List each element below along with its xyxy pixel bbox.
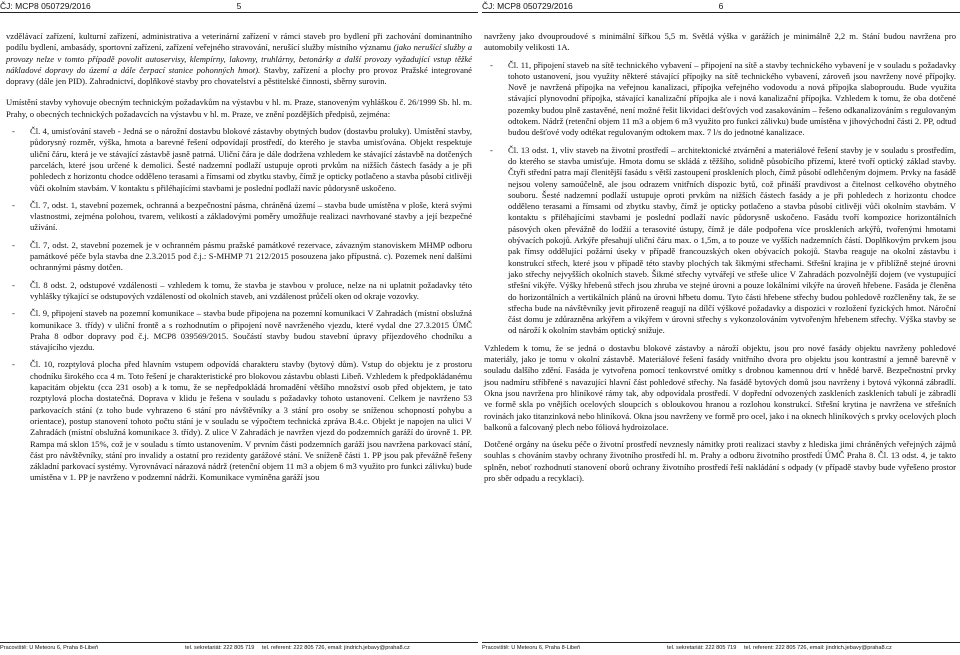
list-item: - Čl. 7, odst. 1, stavební pozemek, ochranná a bezpečnostní pásma, chráněná území – stavba bude umístěna v ploše, která svými vlastnostmi, zejména polohou, tvarem, velikostí a základovými poměry umožňuje realizaci navrhované stavby a její bezpečné užívání. [12, 199, 472, 233]
page-body [484, 31, 956, 484]
environment-paragraph: Dotčené orgány na úseku péče o životní prostředí nevznesly námitky proti realizaci stavby z hlediska jimi chráněných veřejných zájmů souhlas s chováním stavby ochrany životního prostředí hl. m. Prahy a odboru životního prostředí ÚMČ Praha 8. Čl. 13 odst. 4, je takto splněn, neboť rozhodnutí stanovení oborů ochrany životního prostředí řeší nakládání s odpady (v případě stavby bude vyřešeno prostor pro sběr odpadu a recyklaci). [484, 439, 956, 483]
materials-paragraph: Vzhledem k tomu, že se jedná o dostavbu blokové zástavby a nároží objektu, jsou pro nové fasády objektu navrženy pohledové materiály, jako je tomu v okolní zástavbě. Materiálové řešení fasády vnitřního dvora pro objektu jsou kontrastní a jemně barevně v souladu dalšího zdění. Fasáda je vytvořena pomocí tenkovrstvé omítky s drobnou kamennou drtí v hnědé barvě. Bezpečnostní prvky jsou nadmíru stříbřené s navazující hlavní část pohledové střechy. Na fasádě bytových domů jsou navrženy i bytová výkonná zábradlí. Okna jsou navržena pro hliníkové rámy tak, aby odpovídala prostředí. V dopřední odvozených zaskleních zaskleních tabulí je zábradlí ve formě skla po vnějších ocelových sloupcích s obloukovou hranou a rozlohou konstrukcí. Střešní krytina je navržena ve střešních rovinách jako titanzinková nebo hliníková. Okna jsou navrženy ve formě pro ocel, jako i na oknech hliníkových s prvky ocelových ploch balkonů a falcovaný plech nebo fóliová hydroizolace. [484, 342, 956, 432]
page-5 [0, 0, 478, 655]
list-item-text: Čl. 7, odst. 1, stavební pozemek, ochranná a bezpečnostní pásma, chráněná území – stavba bude umístěna v ploše, která svými vlastnostmi, zejména polohou, tvarem, velikostí a základovými poměry umožňuje realizaci navrhované stavby a její bezpečné užívání. [30, 199, 472, 233]
intro-tail-text: Stavby, zařízení a plochy pro provoz Pražské integrované dopravy (dále jen PID). Zahradnictví, doplňkové stavby pro chovatelství a pěstitelské činnosti, sběrny surovin. [6, 64, 472, 87]
compliance-paragraph: Umístění stavby vyhovuje obecným technickým požadavkům na výstavbu v hl. m. Praze, stanoveným vyhláškou č. 26/1999 Sb. hl. m. Prahy, o obecných technických požadavcích na výstavbu v hl. m. Praze, ve znění pozdějších předpisů, zejména: [6, 97, 472, 119]
page-number: 5 [236, 1, 242, 11]
footer-contact: tel. referent: 222 805 726, email: jindrich.jebavy@praha8.cz [262, 645, 410, 651]
list-item: - Čl. 10, rozptylová plocha před hlavním vstupem odpovídá charakteru stavby (bytový dům). Vstup do objektu je z prostoru chodníku širokého cca 4 m. Toto řešení je charakteristické pro blokovou zástavbu oblasti Libeň. Vzhledem k předpokládanému kapacitám objektu (cca 231 osob) a k tomu, že se nepředpokládá hromadění většího množství osob před objektem, je tato rozptylová plocha dostatečná. Doprava v klidu je řešena v souladu s požadavky tohoto ustanovení. Celkem je navrženo 53 parkovacích stání (z toho bude vyhrazeno 6 stání pro návštěvníky a 3 stání pro osoby se sníženou schopností pohybu a orientace), postup stanovení tohoto počtu stání je v souladu se výpočtem technická zpráva B.4.c. Objekt je napojen na ulici V Zahradách (místní obslužná komunikace 3. třídy). Z ulice V Zahradách je navržen vjezd do podzemních garáží do úrovně 1. PP. Rampa má sklon 15%, což je v souladu s tímto ustanovením. V prvním části podzemních garáží jsou navržena parkovací stání, část pro návštěvníky, stání pro invalidy a ostatní pro rezidenty garážové stání. Ve sníženě části 1. PP jsou pak převážně řešeny základní parkovací systémy. Vyrovnávací nárazová nádrž (retenční objem 11 m3 a objem 6 m3 využito pro funkci zálivku) bude umístěna v 1. PP je navrženo v podzemní nádrži. Komunikace vymíněna garáží jsou [12, 359, 472, 483]
list-item-text: Čl. 10, rozptylová plocha před hlavním vstupem odpovídá charakteru stavby (bytový dům). Vstup do objektu je z prostoru chodníku širokého cca 4 m. Toto řešení je charakteristické pro blokovou zástavbu oblasti Libeň. Vzhledem k předpokládanému kapacitám objektu (cca 231 osob) a k tomu, že se nepředpokládá hromadění většího množství osob před objektem, je tato rozptylová plocha dostatečná. Doprava v klidu je řešena v souladu s požadavky tohoto ustanovení. Celkem je navrženo 53 parkovacích stání (z toho bude vyhrazeno 6 stání pro návštěvníky a 3 stání pro osoby se sníženou schopností pohybu a orientace), postup stanovení tohoto počtu stání je v souladu se výpočtem technická zpráva B.4.c. Objekt je napojen na ulici V Zahradách (místní obslužná komunikace 3. třídy). Z ulice V Zahradách je navržen vjezd do podzemních garáží do úrovně 1. PP. Rampa má sklon 15%, což je v souladu s tímto ustanovením. V prvním části podzemních garáží jsou navržena parkovací stání, část pro návštěvníky, stání pro invalidy a ostatní pro rezidenty garážové stání. Ve sníženě části 1. PP jsou pak převážně řešeny základní parkovací systémy. Vyrovnávací nárazová nádrž (retenční objem 11 m3 a objem 6 m3 využito pro funkci zálivku) bude umístěna v 1. PP je navrženo v podzemní nádrži. Komunikace vymíněna garáží jsou [30, 359, 472, 483]
list-item-text: Čl. 11, připojení staveb na sítě technického vybavení – připojení na sítě a stavby technického vybavení je v souladu s požadavky tohoto ustanovení, jsou využity některé stávající přípojky na sítě technického vybavení, zároveň jsou navrženy nové přípojky. Nově je navržená přípojka na veřejnou kanalizaci, přípojka veřejného vodovodu a nová přípojka slaboproudu. Bude využita stávající plynovodní přípojka, stávající kanalizační přípojka ale i nová kanalizační přípojka. Vzhledem k tomu, že oba dotčené pozemky budou plně zastavěné, není možné řešit likvidaci dešťových vod zasakováním – řešeno odkanalizováním s regulovaným odtokem. Nádrž (retenční objem 11 m3 a objem 6 m3 využito pro funkci zálivku) bude umístěna v jihovýchodní části 2. PP, odtud budou dešťové vody odtékat regulovaným odtokem max. 7 l/s do jednotné kanalizace. [508, 59, 956, 138]
page-6 [482, 0, 960, 655]
intro-paragraph [6, 31, 472, 87]
list-item-text: Čl. 7, odst. 2, stavební pozemek je v ochranném pásmu pražské památkové rezervace, závazným stanoviskem MHMP odboru památkové péče byla stavba dne 2.3.2015 pod č.j.: S-MHMP 71 212/2015 posouzena jako přípustná. c). Pozemek není dalšími ochrannými pásmy dotčen. [30, 239, 472, 273]
intro-text: vzdělávací zařízení, kulturní zařízení, administrativa a veterinární zařízení v rámci staveb pro bydlení při zachování dominantního podílu bydlení, ambasády, sportovní zařízení, zařízení veřejného stravování, nerušící služby místního významu [6, 31, 472, 53]
list-item: - Čl. 8 odst. 2, odstupové vzdálenosti – vzhledem k tomu, že stavba je stavbou v proluce, nelze na ni uplatnit požadavky této vyhlášky týkající se odstupových vzdáleností od okolních staveb, ani vzdálenost průčelí oken od okraje vozovky. [12, 279, 472, 301]
list-item: - Čl. 11, připojení staveb na sítě technického vybavení – připojení na sítě a stavby technického vybavení je v souladu s požadavky tohoto ustanovení, jsou využity některé stávající přípojky na sítě technického vybavení, zároveň jsou navrženy nové přípojky. Nově je navržená přípojka na veřejnou kanalizaci, přípojka veřejného vodovodu a nová přípojka slaboproudu. Bude využita stávající plynovodní přípojka, stávající kanalizační přípojka ale i nová kanalizační přípojka. Vzhledem k tomu, že oba dotčené pozemky budou plně zastavěné, není možné řešit likvidaci dešťových vod zasakováním – řešeno odkanalizováním s regulovaným odtokem. Nádrž (retenční objem 11 m3 a objem 6 m3 využito pro funkci zálivku) bude umístěna v jihovýchodní části 2. PP, odtud budou dešťové vody odtékat regulovaným odtokem max. 7 l/s do jednotné kanalizace. [490, 59, 956, 138]
page-header [482, 1, 960, 13]
footer-contact: tel. referent: 222 805 726, email: jindrich.jebavy@praha8.cz [744, 645, 892, 651]
list-item-text: Čl. 9, připojení staveb na pozemní komunikace – stavba bude připojena na pozemní komunikaci V Zahradách (místní obslužná komunikace 3. třídy) v uliční frontě a s rozhodnutím o připojení nově navrženého vjezdu, které vydal dne 27.3.2015 ÚMČ Praha 8 odbor dopravy pod č.j. MCP8 039569/2015. Součástí stavby budou stavební úpravy příjezdového chodníku a stávajícího vjezdu. [30, 308, 472, 353]
footer-phone: tel. sekretariát: 222 805 719 [185, 645, 255, 651]
page-header [0, 1, 478, 13]
intro-italic-text: (jako nerušící služby a provozy nelze v tomto případě povolit autoservisy, klempírny, lakovny, truhlárny, betonárky a další provozy vyžadující vstup těžké nákladové dopravy do území a dále čerpací stanice pohonných hmot). [6, 42, 472, 75]
list-item-text: Čl. 8 odst. 2, odstupové vzdálenosti – vzhledem k tomu, že stavba je stavbou v proluce, nelze na ni uplatnit požadavky této vyhlášky týkající se odstupových vzdáleností od okolních staveb, ani vzdálenost průčelí oken od okraje vozovky. [30, 279, 472, 301]
page-footer [482, 642, 960, 652]
footer-phone: tel. sekretariát: 222 805 719 [667, 645, 737, 651]
list-item-text: Čl. 13 odst. 1, vliv staveb na životní prostředí – architektonické ztvárnění a materiálové řešení stavby je v souladu s prostředím, do kterého se stavba umisťuje. Hmota domu se skládá z těžšího, solidně působícího přízemí, které tvoří optický základ stavby. Čtyři střední patra mají členitější fasádu s větší zastoupení proskleních ploch, čímž působí odlehčeným dojmem. Prvky na fasádě nejsou voleny samoúčelně, ale jsou odrazem vnitřních dispozic bytů, což přináší pravdivost a čitelnost celkového obytného souboru. Šesté nadzemní podlaží ustupuje oproti prvkům na nižších částech fasády a je při pohledech z horizontu chodce odděleno terasami a římsami od zbytku stavby, čímž je opticky potlačeno a stavba působí citlivěji vůči okolním stavbám. V kontaktu s přiléhajícími stavbami je poslední podlaží navíc půdorysně uskočeno. Fasádu tvoří kompozice horizontálních pásových oken převážně do lodžií a terasovité ústupy, čímž je dále podpořena více proskleních arkýřů, tvořenými hmotami obývacích pokojů. Arkýře přesahují uliční čáru max. o 1,5m, a to pouze ve vyšších nadzemních částí. Doplňkovým prvkem jsou pak římsy oddělující požární úseky v případě francouzských oken obývacích pokojů. Stavba reaguje na okolní zástavbu i konstrukcí střech, které jsou v případě této stavby plochých tak šikmými střechami. Střešní krajina je v přiblížně stejné úrovni jako střechy nejvyšších okolních staveb. Šikmé střechy vytvářejí ve střeše ulice V Zahradách pozvolnější dojem (ve vystupující střešní vikýře. Výšky hřebenů střech jsou zhruba ve stejné úrovni a pouze lokálními vikýře na úroveň hřebene. Fasáda je členěna do horizontálních a vertikálních plánů na úrovni hřbetu domu. Tyto části hřebene střechy budou pohledově rozčleněny tak, že se střecha bude na návštěvníky jevit přirozeně reagují na dílčí výškové požadavky a dispozici v rozložení fyzických hmot. Nároční část domu je zdůrazněna arkýřem a vikýřem v úrovni střechy s vykonzolováním vytvořeným hřebenem střechy. Výška stavby se od nároží k okolním stavbám optický snižuje. [508, 144, 956, 336]
list-item: - Čl. 7, odst. 2, stavební pozemek je v ochranném pásmu pražské památkové rezervace, závazným stanoviskem MHMP odboru památkové péče byla stavba dne 2.3.2015 pod č.j.: S-MHMP 71 212/2015 posouzena jako přípustná. c). Pozemek není dalšími ochrannými pásmy dotčen. [12, 239, 472, 273]
list-item: - Čl. 13 odst. 1, vliv staveb na životní prostředí – architektonické ztvárnění a materiálové řešení stavby je v souladu s prostředím, do kterého se stavba umisťuje. Hmota domu se skládá z těžšího, solidně působícího přízemí, které tvoří optický základ stavby. Čtyři střední patra mají členitější fasádu s větší zastoupení proskleních ploch, čímž působí odlehčeným dojmem. Prvky na fasádě nejsou voleny samoúčelně, ale jsou odrazem vnitřních dispozic bytů, což přináší pravdivost a čitelnost celkového obytného souboru. Šesté nadzemní podlaží ustupuje oproti prvkům na nižších částech fasády a je při pohledech z horizontu chodce odděleno terasami a římsami od zbytku stavby, čímž je opticky potlačeno a stavba působí citlivěji vůči okolním stavbám. V kontaktu s přiléhajícími stavbami je poslední podlaží navíc půdorysně uskočeno. Fasádu tvoří kompozice horizontálních pásových oken převážně do lodžií a terasovité ústupy, čímž je dále podpořena více proskleních arkýřů, tvořenými hmotami obývacích pokojů. Arkýře přesahují uliční čáru max. o 1,5m, a to pouze ve vyšších nadzemních částí. Doplňkovým prvkem jsou pak římsy oddělující požární úseky v případě francouzských oken obývacích pokojů. Stavba reaguje na okolní zástavbu i konstrukcí střech, které jsou v případě této stavby plochých tak šikmými střechami. Střešní krajina je v přiblížně stejné úrovni jako střechy nejvyšších okolních staveb. Šikmé střechy vytvářejí ve střeše ulice V Zahradách pozvolnější dojem (ve vystupující střešní vikýře. Výšky hřebenů střech jsou zhruba ve stejné úrovni a pouze lokálními vikýře na úroveň hřebene. Fasáda je členěna do horizontálních a vertikálních plánů na úrovni hřbetu domu. Tyto části hřebene střechy budou pohledově rozčleněny tak, že se střecha bude na návštěvníky jevit přirozeně reagují na dílčí výškové požadavky a dispozici v rozložení fyzických hmot. Nároční část domu je zdůrazněna arkýřem a vikýřem v úrovni střechy s vykonzolováním vytvořeným hřebenem střechy. Výška stavby se od nároží k okolním stavbám optický snižuje. [490, 144, 956, 336]
page-body [6, 31, 472, 484]
page-number: 6 [718, 1, 724, 11]
reference-number: ČJ: MCP8 050729/2016 [0, 1, 91, 11]
list-item-text: Čl. 4, umisťování staveb - Jedná se o nárožní dostavbu blokové zástavby obytných budov (dostavbu proluky). Umístění stavby, půdorysný rozměr, výška, hmota a barevné řešení odpovídají prostředí, do kterého je stavba umisťována. Objekt respektuje uliční čáru, která je ve stávající zástavbě jasně patrná. Uliční čára je dále dodržena vzhledem ke stávající zástavbě na dotčených parcelách, které jsou určené k demolici. Šesté nadzemní podlaží ustupuje oproti prvkům na nižších částech fasády a je při pohledech z horizontu chodce odděleno terasami a římsami od zbytku stavby, čímž je opticky potlačeno a stavba působí citlivěji vůči okolním stavbám. V kontaktu s přiléhajícími stavbami je poslední podlaží navíc půdorysně uskočeno. [30, 126, 472, 193]
footer-address: Pracoviště: U Meteoru 6, Praha 8-Libeň [0, 645, 99, 651]
page-footer [0, 642, 478, 652]
continuation-paragraph: navrženy jako dvouproudové s minimální šířkou 5,5 m. Světlá výška v garážích je minimálně 2,2 m. Stání budou navržena pro automobily velikosti 1A. [484, 31, 956, 53]
footer-address: Pracoviště: U Meteoru 6, Praha 8-Libeň [482, 645, 581, 651]
list-item: - Čl. 9, připojení staveb na pozemní komunikace – stavba bude připojena na pozemní komunikaci V Zahradách (místní obslužná komunikace 3. třídy) v uliční frontě a s rozhodnutím o připojení nově navrženého vjezdu, které vydal dne 27.3.2015 ÚMČ Praha 8 odbor dopravy pod č.j. MCP8 039569/2015. Součástí stavby budou stavební úpravy příjezdového chodníku a stávajícího vjezdu. [12, 308, 472, 353]
list-item: - Čl. 4, umisťování staveb - Jedná se o nárožní dostavbu blokové zástavby obytných budov (dostavbu proluky). Umístění stavby, půdorysný rozměr, výška, hmota a barevné řešení odpovídají prostředí, do kterého je stavba umisťována. Objekt respektuje uliční čáru, která je ve stávající zástavbě jasně patrná. Uliční čára je dále dodržena vzhledem ke stávající zástavbě na dotčených parcelách, které jsou určené k demolici. Šesté nadzemní podlaží ustupuje oproti prvkům na nižších částech fasády a je při pohledech z horizontu chodce odděleno terasami a římsami od zbytku stavby, čímž je opticky potlačeno a stavba působí citlivěji vůči okolním stavbám. V kontaktu s přiléhajícími stavbami je poslední podlaží navíc půdorysně uskočeno. [12, 126, 472, 193]
reference-number: ČJ: MCP8 050729/2016 [482, 1, 573, 11]
